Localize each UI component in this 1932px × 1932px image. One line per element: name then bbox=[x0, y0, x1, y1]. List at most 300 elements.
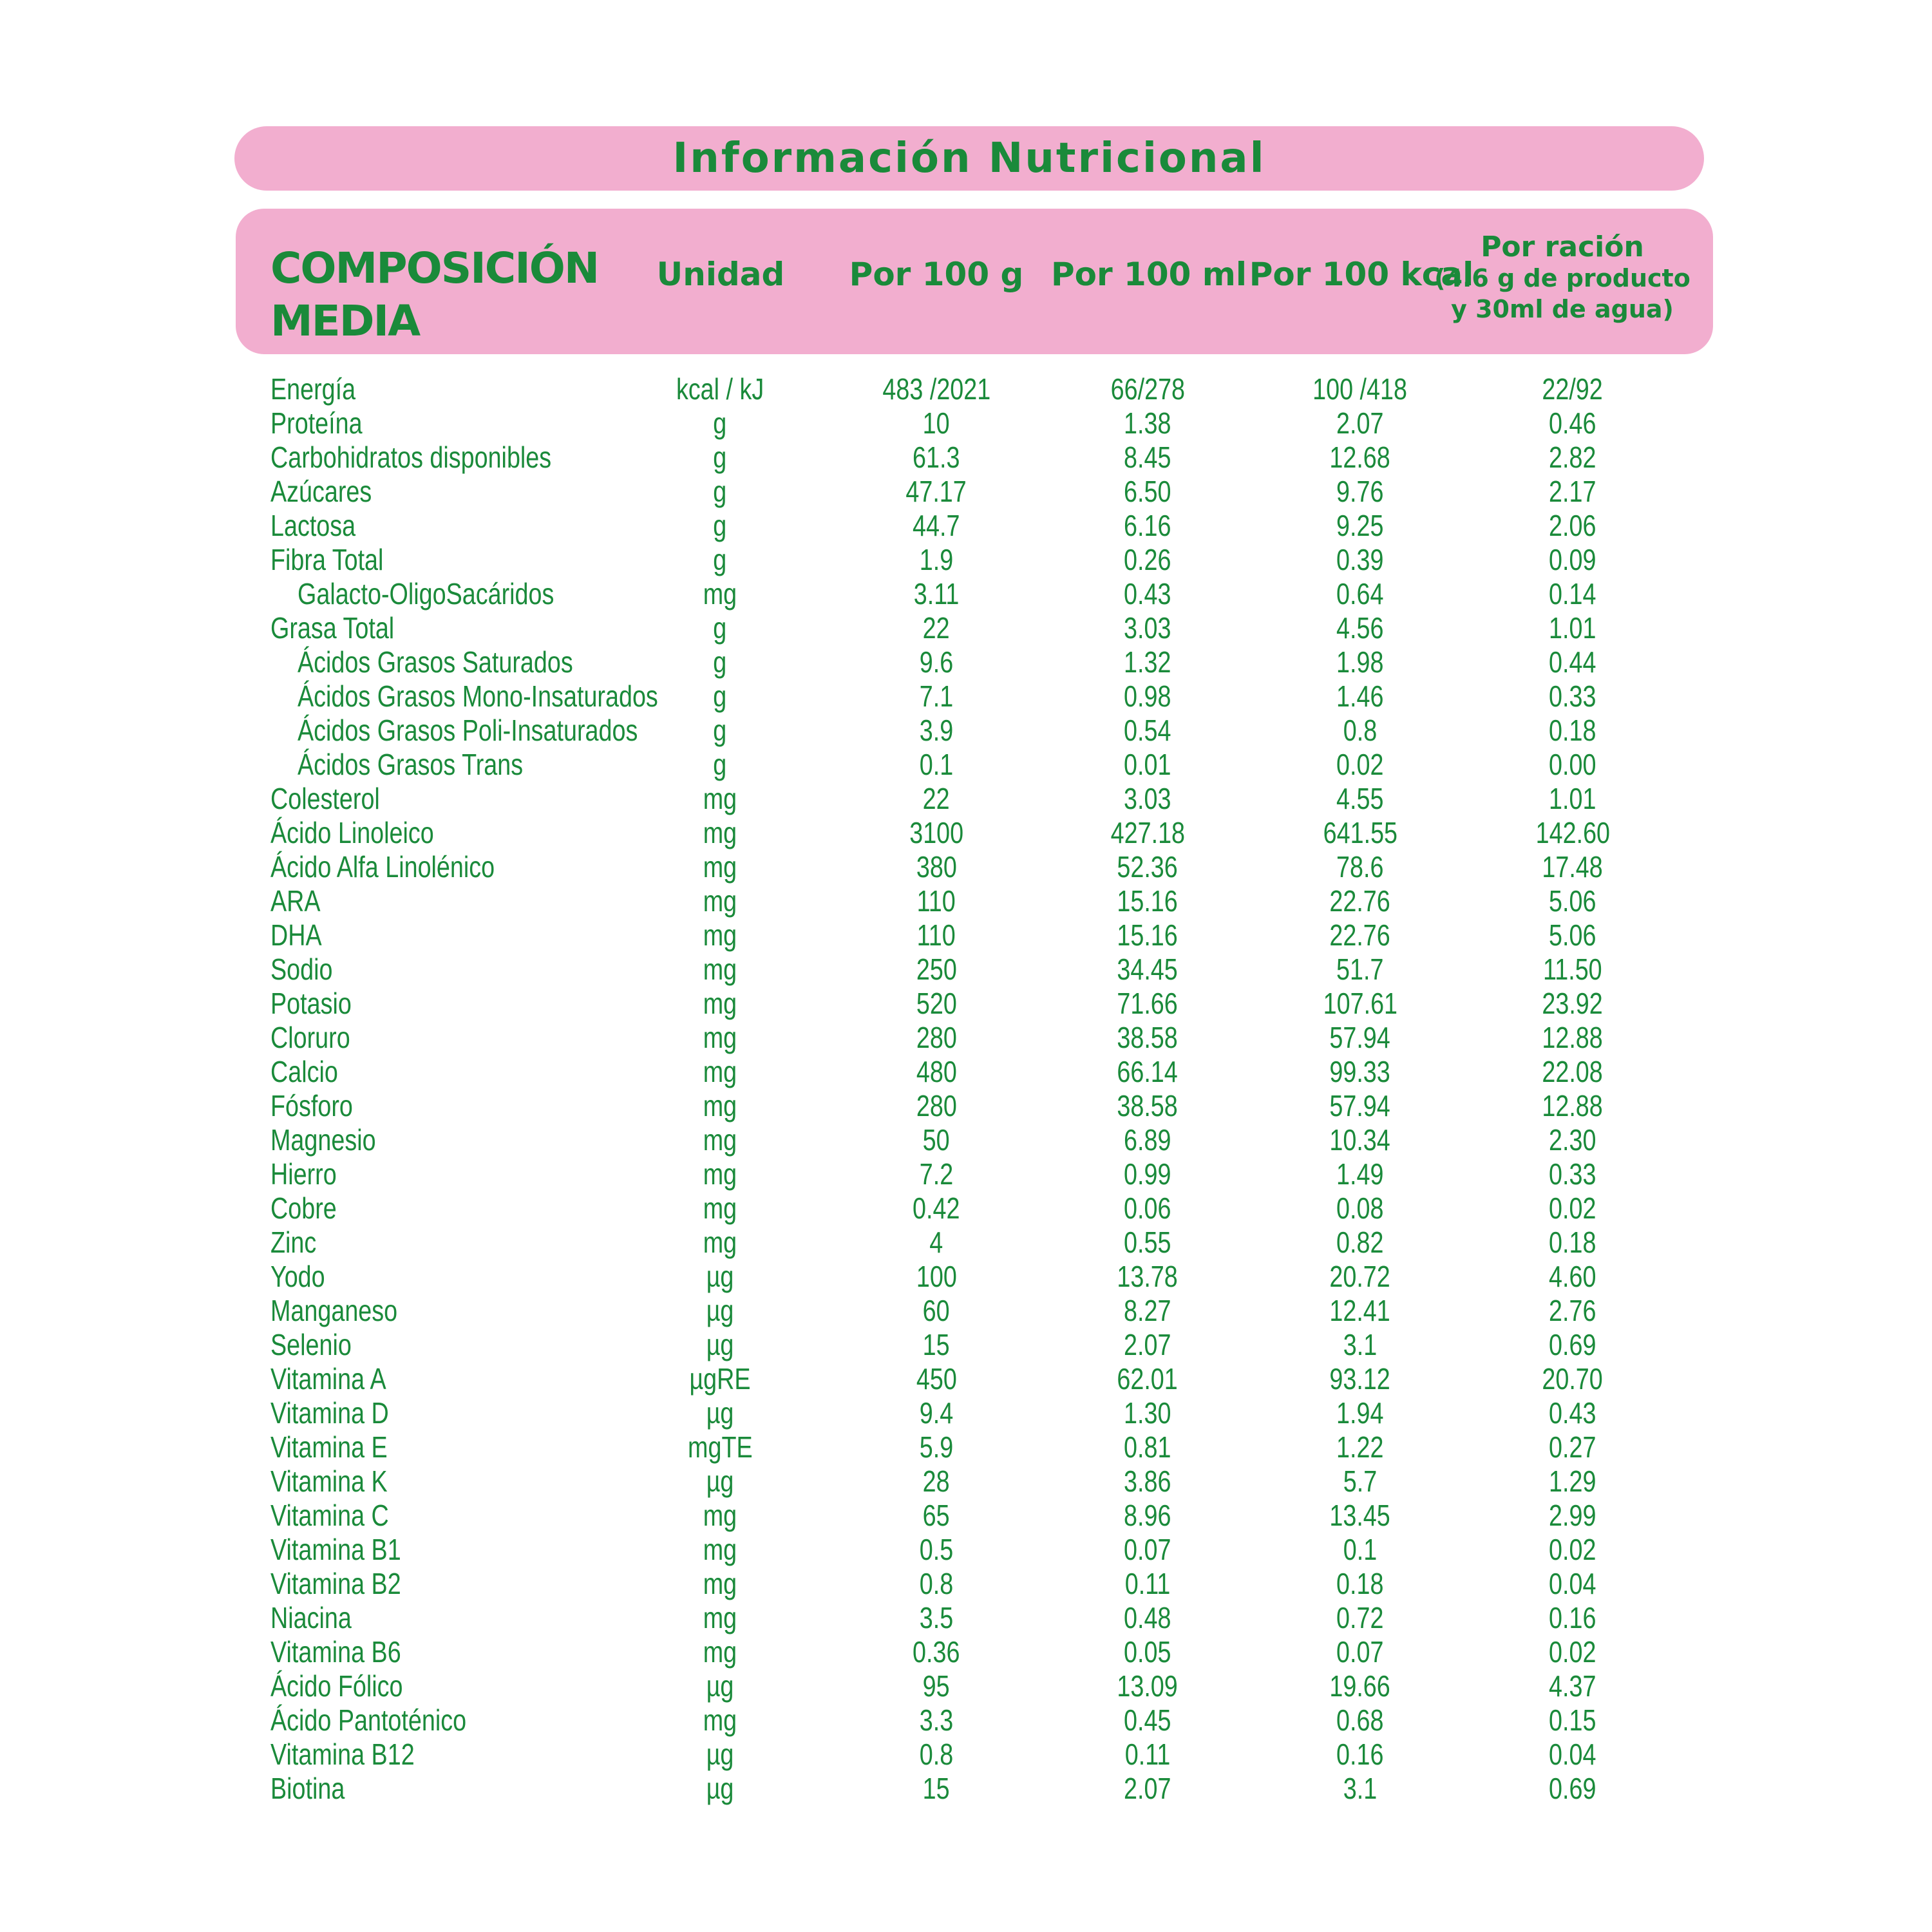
table-row bbox=[0, 918, 1932, 952]
value-per-100g: 100 bbox=[916, 1260, 957, 1293]
nutrient-unit-cell bbox=[623, 645, 817, 679]
nutrient-unit: g bbox=[713, 645, 727, 679]
table-row bbox=[0, 1226, 1932, 1260]
value-per-100ml: 13.09 bbox=[1117, 1669, 1179, 1703]
value-per-100ml-cell bbox=[1051, 884, 1244, 918]
value-per-100g-cell bbox=[840, 611, 1033, 645]
table-header bbox=[236, 209, 1713, 354]
value-per-100g: 280 bbox=[916, 1021, 957, 1054]
value-per-100g-cell bbox=[840, 1055, 1033, 1089]
nutrient-name: Selenio bbox=[270, 1328, 352, 1361]
value-per-100kcal: 9.25 bbox=[1336, 509, 1384, 542]
value-per-100ml-cell bbox=[1051, 1430, 1244, 1464]
value-per-100g: 110 bbox=[916, 918, 956, 952]
nutrient-unit: mg bbox=[703, 1567, 737, 1600]
value-per-100ml: 0.11 bbox=[1124, 1567, 1171, 1600]
nutrient-unit-cell bbox=[623, 850, 817, 884]
nutrient-unit-cell bbox=[623, 1191, 817, 1226]
value-per-100ml: 427.18 bbox=[1110, 816, 1185, 849]
value-per-100kcal-cell bbox=[1264, 543, 1457, 577]
value-per-100kcal-cell bbox=[1264, 1772, 1457, 1806]
nutrient-unit: g bbox=[713, 714, 727, 747]
value-per-100kcal-cell bbox=[1264, 611, 1457, 645]
nutrient-unit: mg bbox=[703, 1601, 737, 1634]
value-per-100g: 0.1 bbox=[919, 748, 954, 781]
value-per-racion: 1.01 bbox=[1549, 782, 1596, 815]
value-per-100g: 250 bbox=[916, 952, 957, 986]
value-per-100g-cell bbox=[840, 679, 1033, 714]
value-per-100kcal: 10.34 bbox=[1329, 1123, 1391, 1157]
value-per-100ml: 6.50 bbox=[1124, 475, 1171, 508]
nutrient-unit-cell bbox=[623, 987, 817, 1021]
table-row bbox=[0, 679, 1932, 714]
value-per-100kcal-cell bbox=[1264, 1635, 1457, 1669]
title-bar bbox=[234, 126, 1704, 191]
nutrient-unit: mg bbox=[703, 1533, 737, 1566]
value-per-100g-cell bbox=[840, 1464, 1033, 1499]
value-per-100kcal: 4.55 bbox=[1336, 782, 1384, 815]
value-per-racion-cell bbox=[1476, 884, 1669, 918]
value-per-racion-cell bbox=[1476, 475, 1669, 509]
value-per-100kcal: 2.07 bbox=[1336, 406, 1384, 440]
nutrient-unit-cell bbox=[623, 816, 817, 850]
table-row bbox=[0, 543, 1932, 577]
nutrient-name: ARA bbox=[270, 884, 321, 918]
nutrient-unit-cell bbox=[623, 1464, 817, 1499]
header-composicion bbox=[270, 242, 598, 348]
nutrient-unit-cell bbox=[623, 1499, 817, 1533]
value-per-racion: 2.30 bbox=[1549, 1123, 1596, 1157]
value-per-racion-cell bbox=[1476, 918, 1669, 952]
value-per-100kcal-cell bbox=[1264, 1328, 1457, 1362]
value-per-100ml-cell bbox=[1051, 1703, 1244, 1738]
value-per-racion: 5.06 bbox=[1549, 918, 1596, 952]
nutrient-unit: mg bbox=[703, 1635, 737, 1669]
nutrient-unit-cell bbox=[623, 1635, 817, 1669]
nutrient-unit-cell bbox=[623, 543, 817, 577]
table-row bbox=[0, 1157, 1932, 1191]
value-per-100ml: 0.07 bbox=[1124, 1533, 1171, 1566]
value-per-100kcal: 78.6 bbox=[1336, 850, 1384, 884]
value-per-100ml: 0.11 bbox=[1124, 1738, 1171, 1771]
value-per-100g: 95 bbox=[923, 1669, 950, 1703]
value-per-100ml: 6.16 bbox=[1124, 509, 1171, 542]
value-per-100g: 9.6 bbox=[919, 645, 954, 679]
nutrient-unit-cell bbox=[623, 1157, 817, 1191]
value-per-racion-cell bbox=[1476, 816, 1669, 850]
value-per-100ml: 52.36 bbox=[1117, 850, 1179, 884]
nutrient-name: Ácidos Grasos Mono-Insaturados bbox=[298, 679, 658, 713]
value-per-racion-cell bbox=[1476, 543, 1669, 577]
nutrient-unit: mg bbox=[703, 577, 737, 611]
nutrient-name: Vitamina B6 bbox=[270, 1635, 401, 1669]
value-per-100g: 9.4 bbox=[919, 1396, 954, 1430]
nutrient-unit: µg bbox=[706, 1772, 734, 1805]
value-per-100g-cell bbox=[840, 1601, 1033, 1635]
value-per-100g: 0.36 bbox=[913, 1635, 960, 1669]
value-per-100ml-cell bbox=[1051, 1669, 1244, 1703]
nutrient-unit-cell bbox=[623, 782, 817, 816]
value-per-racion-cell bbox=[1476, 1260, 1669, 1294]
table-row bbox=[0, 1464, 1932, 1499]
value-per-100g: 5.9 bbox=[919, 1430, 954, 1464]
value-per-100g-cell bbox=[840, 1294, 1033, 1328]
nutrient-unit: µg bbox=[706, 1260, 734, 1293]
nutrient-unit-cell bbox=[623, 509, 817, 543]
value-per-racion-cell bbox=[1476, 645, 1669, 679]
value-per-100kcal-cell bbox=[1264, 1669, 1457, 1703]
value-per-100kcal: 5.7 bbox=[1343, 1464, 1378, 1498]
value-per-racion: 0.15 bbox=[1549, 1703, 1596, 1737]
value-per-100g: 0.5 bbox=[919, 1533, 954, 1566]
table-row bbox=[0, 1635, 1932, 1669]
value-per-racion-cell bbox=[1476, 1430, 1669, 1464]
value-per-100kcal: 57.94 bbox=[1329, 1089, 1391, 1122]
value-per-100ml-cell bbox=[1051, 987, 1244, 1021]
nutrient-name: Ácidos Grasos Saturados bbox=[298, 645, 573, 679]
value-per-racion: 17.48 bbox=[1542, 850, 1604, 884]
nutrient-unit-cell bbox=[623, 1396, 817, 1430]
nutrient-unit: mg bbox=[703, 782, 737, 815]
value-per-100ml-cell bbox=[1051, 577, 1244, 611]
value-per-100g-cell bbox=[840, 1362, 1033, 1396]
value-per-racion-cell bbox=[1476, 406, 1669, 440]
value-per-100kcal-cell bbox=[1264, 645, 1457, 679]
value-per-racion: 0.18 bbox=[1549, 714, 1596, 747]
nutrient-name: Vitamina B12 bbox=[270, 1738, 415, 1771]
value-per-100g: 480 bbox=[916, 1055, 957, 1088]
value-per-100kcal-cell bbox=[1264, 1430, 1457, 1464]
nutrient-name: Galacto-OligoSacáridos bbox=[298, 577, 554, 611]
nutrient-unit-cell bbox=[623, 1430, 817, 1464]
value-per-racion-cell bbox=[1476, 1294, 1669, 1328]
value-per-racion-cell bbox=[1476, 1635, 1669, 1669]
nutrient-name: Cloruro bbox=[270, 1021, 350, 1054]
value-per-100g-cell bbox=[840, 1021, 1033, 1055]
value-per-racion: 12.88 bbox=[1542, 1089, 1604, 1122]
value-per-racion-cell bbox=[1476, 714, 1669, 748]
table-row bbox=[0, 1328, 1932, 1362]
value-per-racion: 22/92 bbox=[1542, 372, 1604, 406]
value-per-100ml: 0.54 bbox=[1124, 714, 1171, 747]
value-per-100ml-cell bbox=[1051, 816, 1244, 850]
nutrient-name: Vitamina A bbox=[270, 1362, 386, 1396]
value-per-100g-cell bbox=[840, 645, 1033, 679]
nutrient-unit: mg bbox=[703, 1055, 737, 1088]
nutrient-unit: g bbox=[713, 509, 727, 542]
value-per-racion: 4.37 bbox=[1549, 1669, 1596, 1703]
nutrient-unit: mg bbox=[703, 1021, 737, 1054]
value-per-racion: 4.60 bbox=[1549, 1260, 1596, 1293]
nutrient-unit-cell bbox=[623, 577, 817, 611]
value-per-100ml: 38.58 bbox=[1117, 1021, 1179, 1054]
value-per-100kcal-cell bbox=[1264, 1567, 1457, 1601]
value-per-100g: 44.7 bbox=[913, 509, 960, 542]
nutrient-name: Colesterol bbox=[270, 782, 380, 815]
table-row bbox=[0, 952, 1932, 987]
value-per-100kcal-cell bbox=[1264, 1226, 1457, 1260]
value-per-100kcal: 0.08 bbox=[1336, 1191, 1384, 1225]
value-per-100kcal-cell bbox=[1264, 816, 1457, 850]
nutrient-unit-cell bbox=[623, 1328, 817, 1362]
value-per-100ml: 8.96 bbox=[1124, 1499, 1171, 1532]
value-per-100g: 50 bbox=[923, 1123, 950, 1157]
table-row bbox=[0, 1430, 1932, 1464]
value-per-100g: 483 /2021 bbox=[882, 372, 990, 406]
nutrient-unit-cell bbox=[623, 475, 817, 509]
value-per-100g-cell bbox=[840, 543, 1033, 577]
value-per-100ml: 0.45 bbox=[1124, 1703, 1171, 1737]
value-per-100ml-cell bbox=[1051, 1328, 1244, 1362]
value-per-100ml-cell bbox=[1051, 1567, 1244, 1601]
value-per-racion-cell bbox=[1476, 850, 1669, 884]
value-per-racion-cell bbox=[1476, 1123, 1669, 1157]
value-per-100g-cell bbox=[840, 440, 1033, 475]
value-per-racion-cell bbox=[1476, 1191, 1669, 1226]
value-per-100kcal: 9.76 bbox=[1336, 475, 1384, 508]
value-per-100g: 22 bbox=[923, 782, 950, 815]
nutrient-name: Vitamina B2 bbox=[270, 1567, 401, 1600]
value-per-100kcal-cell bbox=[1264, 987, 1457, 1021]
table-row bbox=[0, 1499, 1932, 1533]
value-per-100g: 28 bbox=[923, 1464, 950, 1498]
value-per-racion: 0.02 bbox=[1549, 1635, 1596, 1669]
nutrient-unit-cell bbox=[623, 748, 817, 782]
nutrient-unit: mg bbox=[703, 1089, 737, 1122]
value-per-100g: 15 bbox=[923, 1328, 950, 1361]
table-row bbox=[0, 1567, 1932, 1601]
value-per-100ml-cell bbox=[1051, 1157, 1244, 1191]
value-per-racion: 22.08 bbox=[1542, 1055, 1604, 1088]
value-per-100kcal-cell bbox=[1264, 1260, 1457, 1294]
value-per-racion: 2.82 bbox=[1549, 440, 1596, 474]
nutrient-unit-cell bbox=[623, 1601, 817, 1635]
table-row bbox=[0, 1772, 1932, 1806]
value-per-100ml-cell bbox=[1051, 714, 1244, 748]
value-per-100ml-cell bbox=[1051, 611, 1244, 645]
value-per-100kcal: 1.98 bbox=[1336, 645, 1384, 679]
value-per-100kcal-cell bbox=[1264, 918, 1457, 952]
value-per-100kcal-cell bbox=[1264, 1703, 1457, 1738]
value-per-100ml: 15.16 bbox=[1117, 918, 1179, 952]
value-per-100kcal: 12.68 bbox=[1329, 440, 1391, 474]
value-per-100ml: 34.45 bbox=[1117, 952, 1179, 986]
value-per-100kcal-cell bbox=[1264, 1601, 1457, 1635]
value-per-100kcal-cell bbox=[1264, 406, 1457, 440]
value-per-racion: 0.00 bbox=[1549, 748, 1596, 781]
value-per-100g-cell bbox=[840, 1738, 1033, 1772]
value-per-100g-cell bbox=[840, 1499, 1033, 1533]
value-per-100g-cell bbox=[840, 1260, 1033, 1294]
header-unidad: Unidad bbox=[656, 256, 785, 293]
nutrient-unit: mg bbox=[703, 884, 737, 918]
value-per-racion: 20.70 bbox=[1542, 1362, 1604, 1396]
value-per-100kcal: 93.12 bbox=[1329, 1362, 1391, 1396]
table-row bbox=[0, 748, 1932, 782]
header-por-100kcal: Por 100 kcal bbox=[1249, 256, 1474, 293]
nutrient-unit: µgRE bbox=[689, 1362, 751, 1396]
value-per-racion-cell bbox=[1476, 1157, 1669, 1191]
value-per-100kcal: 1.94 bbox=[1336, 1396, 1384, 1430]
nutrient-name: Yodo bbox=[270, 1260, 325, 1293]
value-per-100g-cell bbox=[840, 1533, 1033, 1567]
value-per-100ml-cell bbox=[1051, 1260, 1244, 1294]
value-per-100g-cell bbox=[840, 406, 1033, 440]
value-per-racion-cell bbox=[1476, 509, 1669, 543]
value-per-100g-cell bbox=[840, 1703, 1033, 1738]
table-row bbox=[0, 1738, 1932, 1772]
value-per-racion-cell bbox=[1476, 1362, 1669, 1396]
nutrient-name: Energía bbox=[270, 372, 356, 406]
value-per-racion: 11.50 bbox=[1543, 952, 1602, 986]
value-per-100ml: 66/278 bbox=[1110, 372, 1185, 406]
table-row bbox=[0, 577, 1932, 611]
value-per-100kcal: 3.1 bbox=[1343, 1772, 1378, 1805]
nutrient-unit-cell bbox=[623, 1669, 817, 1703]
header-composicion-line2: MEDIA bbox=[270, 296, 420, 346]
value-per-100kcal-cell bbox=[1264, 884, 1457, 918]
nutrient-name: DHA bbox=[270, 918, 322, 952]
value-per-racion: 0.44 bbox=[1549, 645, 1596, 679]
nutrient-name: Ácidos Grasos Poli-Insaturados bbox=[298, 714, 638, 747]
value-per-100g: 22 bbox=[923, 611, 950, 645]
value-per-racion: 2.17 bbox=[1549, 475, 1596, 508]
nutrient-name: Niacina bbox=[270, 1601, 352, 1634]
value-per-100g: 10 bbox=[923, 406, 950, 440]
table-row bbox=[0, 1533, 1932, 1567]
nutrient-unit: mg bbox=[703, 1703, 737, 1737]
value-per-100g-cell bbox=[840, 1328, 1033, 1362]
value-per-racion: 0.04 bbox=[1549, 1567, 1596, 1600]
value-per-100kcal-cell bbox=[1264, 1123, 1457, 1157]
value-per-100g: 110 bbox=[916, 884, 956, 918]
nutrient-name: Fósforo bbox=[270, 1089, 353, 1122]
nutrient-name: Biotina bbox=[270, 1772, 345, 1805]
value-per-100g: 4 bbox=[929, 1226, 943, 1259]
value-per-100kcal-cell bbox=[1264, 1157, 1457, 1191]
value-per-racion: 0.18 bbox=[1549, 1226, 1596, 1259]
table-row bbox=[0, 440, 1932, 475]
nutrient-name: Grasa Total bbox=[270, 611, 395, 645]
value-per-100kcal: 0.1 bbox=[1343, 1533, 1378, 1566]
value-per-100kcal-cell bbox=[1264, 952, 1457, 987]
value-per-100g: 450 bbox=[916, 1362, 957, 1396]
table-row bbox=[0, 850, 1932, 884]
value-per-100g: 65 bbox=[923, 1499, 950, 1532]
nutrient-unit-cell bbox=[623, 1260, 817, 1294]
value-per-100g: 0.42 bbox=[913, 1191, 960, 1225]
value-per-racion-cell bbox=[1476, 1703, 1669, 1738]
nutrient-name: Hierro bbox=[270, 1157, 337, 1191]
value-per-100ml: 0.06 bbox=[1124, 1191, 1171, 1225]
nutrient-name: Vitamina C bbox=[270, 1499, 389, 1532]
value-per-100ml-cell bbox=[1051, 1226, 1244, 1260]
nutrient-unit-cell bbox=[623, 440, 817, 475]
value-per-racion: 0.09 bbox=[1549, 543, 1596, 576]
nutrient-name: Lactosa bbox=[270, 509, 356, 542]
table-row bbox=[0, 406, 1932, 440]
value-per-racion-cell bbox=[1476, 440, 1669, 475]
nutrient-unit: µg bbox=[706, 1396, 734, 1430]
value-per-100g-cell bbox=[840, 372, 1033, 406]
value-per-racion: 23.92 bbox=[1542, 987, 1604, 1020]
value-per-100kcal: 3.1 bbox=[1343, 1328, 1378, 1361]
nutrient-unit: g bbox=[713, 406, 727, 440]
nutrient-name: Vitamina K bbox=[270, 1464, 388, 1498]
nutrient-unit: mg bbox=[703, 952, 737, 986]
value-per-100ml-cell bbox=[1051, 440, 1244, 475]
value-per-racion-cell bbox=[1476, 987, 1669, 1021]
value-per-100ml-cell bbox=[1051, 1191, 1244, 1226]
table-row bbox=[0, 475, 1932, 509]
value-per-100ml: 0.98 bbox=[1124, 679, 1171, 713]
nutrient-unit: mg bbox=[703, 850, 737, 884]
value-per-100kcal: 1.49 bbox=[1336, 1157, 1384, 1191]
nutrient-unit: g bbox=[713, 679, 727, 713]
nutrient-unit-cell bbox=[623, 1533, 817, 1567]
nutrient-unit-cell bbox=[623, 1362, 817, 1396]
value-per-100g: 15 bbox=[923, 1772, 950, 1805]
value-per-100ml: 2.07 bbox=[1124, 1772, 1171, 1805]
value-per-racion: 0.04 bbox=[1549, 1738, 1596, 1771]
value-per-100g: 47.17 bbox=[905, 475, 967, 508]
value-per-100ml: 0.01 bbox=[1124, 748, 1171, 781]
nutrient-unit-cell bbox=[623, 1294, 817, 1328]
header-composicion-line1: COMPOSICIÓN bbox=[270, 243, 599, 293]
value-per-100g-cell bbox=[840, 918, 1033, 952]
value-per-100ml-cell bbox=[1051, 1021, 1244, 1055]
value-per-100g: 3100 bbox=[909, 816, 963, 849]
nutrient-unit: µg bbox=[706, 1464, 734, 1498]
nutrient-name: Sodio bbox=[270, 952, 333, 986]
value-per-100g: 3.5 bbox=[919, 1601, 954, 1634]
value-per-100ml: 0.26 bbox=[1124, 543, 1171, 576]
value-per-100ml: 38.58 bbox=[1117, 1089, 1179, 1122]
value-per-100kcal: 13.45 bbox=[1329, 1499, 1391, 1532]
value-per-racion: 2.06 bbox=[1549, 509, 1596, 542]
value-per-racion-cell bbox=[1476, 1533, 1669, 1567]
value-per-100ml: 13.78 bbox=[1117, 1260, 1179, 1293]
value-per-100g-cell bbox=[840, 987, 1033, 1021]
header-por-racion-line3: y 30ml de agua) bbox=[1451, 295, 1674, 323]
value-per-100g-cell bbox=[840, 748, 1033, 782]
value-per-100kcal-cell bbox=[1264, 577, 1457, 611]
table-row bbox=[0, 816, 1932, 850]
table-row bbox=[0, 782, 1932, 816]
value-per-100ml: 66.14 bbox=[1117, 1055, 1179, 1088]
value-per-racion: 0.69 bbox=[1549, 1328, 1596, 1361]
table-row bbox=[0, 509, 1932, 543]
value-per-100kcal-cell bbox=[1264, 509, 1457, 543]
table-row bbox=[0, 1021, 1932, 1055]
value-per-100g-cell bbox=[840, 952, 1033, 987]
value-per-racion-cell bbox=[1476, 782, 1669, 816]
value-per-100g: 520 bbox=[916, 987, 957, 1020]
value-per-100kcal: 22.76 bbox=[1329, 918, 1391, 952]
nutrient-unit: mg bbox=[703, 987, 737, 1020]
nutrient-name: Carbohidratos disponibles bbox=[270, 440, 552, 474]
header-por-racion bbox=[1434, 232, 1690, 325]
value-per-100g-cell bbox=[840, 1157, 1033, 1191]
value-per-racion-cell bbox=[1476, 1396, 1669, 1430]
nutrient-name: Calcio bbox=[270, 1055, 338, 1088]
value-per-racion-cell bbox=[1476, 1089, 1669, 1123]
value-per-100kcal-cell bbox=[1264, 1362, 1457, 1396]
value-per-100kcal: 99.33 bbox=[1329, 1055, 1391, 1088]
value-per-racion: 5.06 bbox=[1549, 884, 1596, 918]
value-per-100kcal: 1.22 bbox=[1336, 1430, 1384, 1464]
value-per-100kcal-cell bbox=[1264, 1055, 1457, 1089]
